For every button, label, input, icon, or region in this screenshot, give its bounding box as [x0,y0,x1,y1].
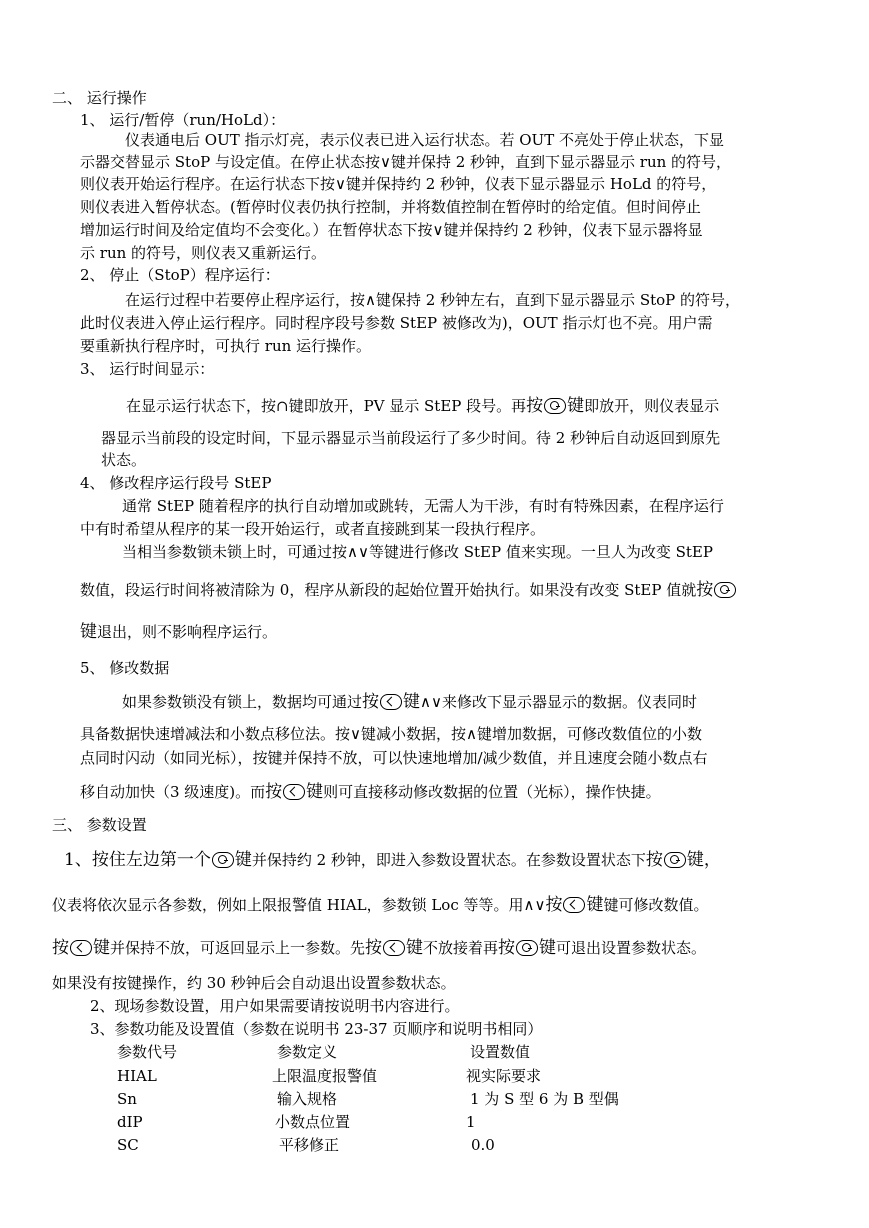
subheading-modify-step: 4、 修改程序运行段号 StEP [80,474,272,492]
text-segment: 即放开，则仪表显示 [584,397,720,415]
text-segment: 移自动加快（3 级速度)。而 [80,783,266,801]
loop-key-icon [212,852,234,868]
paragraph-line: 3、参数功能及设置值（参数在说明书 23-37 页顺序和说明书相同） [90,1020,543,1038]
loop-key-icon [714,582,736,598]
paragraph-line-with-key [52,895,708,915]
text-segment: 如果参数锁没有锁上，数据均可通过 [122,693,363,711]
table-cell: 1 为 S 型 6 为 B 型偶 [470,1090,619,1108]
paragraph-line: 示 run 的符号，则仪表又重新运行。 [80,244,327,262]
subheading-modify-data: 5、 修改数据 [80,659,170,677]
paragraph-line-with-key [80,622,277,642]
subheading-runtime-display: 3、 运行时间显示： [80,360,215,378]
text-segment: 按 [526,396,544,416]
text-segment: 按 [645,850,663,870]
paragraph-line-with-key [122,692,697,712]
table-cell: 0.0 [471,1136,495,1154]
table-cell: SC [117,1136,139,1154]
table-cell: dIP [117,1113,143,1131]
text-segment: 键 [80,622,97,642]
table-cell: 1 [466,1113,476,1131]
text-segment: 按 [265,782,283,802]
text-segment: 键 [586,895,604,915]
text-segment: 并保持约 2 秒钟，即进入参数设置状态。在参数设置状态下 [251,851,646,869]
paragraph-line: 如果没有按键操作，约 30 秒钟后会自动退出设置参数状态。 [52,974,456,992]
text-segment: 数值，段运行时间将被清除为 0，程序从新段的起始位置开始执行。如果没有改变 StEP 值就 [80,581,697,599]
text-segment: 并保持不放，可返回显示上一参数。先 [110,939,366,957]
paragraph-line-with-key [80,782,661,802]
paragraph-line: 则仪表进入暂停状态。(暂停时仪表仍执行控制，并将数值控制在暂停时的给定值。但时间停止 [80,198,701,216]
loop-key-icon [516,940,538,956]
text-segment: 键 [306,782,324,802]
table-header-value: 设置数值 [470,1043,531,1061]
table-cell: Sn [117,1090,137,1108]
paragraph-line: 要重新执行程序时，可执行 run 运行操作。 [80,337,372,355]
section-heading-parameters: 三、 参数设置 [52,816,147,834]
table-cell: 输入规格 [277,1090,338,1108]
paragraph-line: 2、现场参数设置，用户如果需要请按说明书内容进行。 [90,997,460,1015]
table-cell: 视实际要求 [466,1067,542,1085]
paragraph-line-with-key [52,938,706,958]
paragraph-line: 具备数据快速增减法和小数点移位法。按∨键减小数据，按∧键增加数据，可修改数值位的小数 [80,725,702,743]
text-segment: 按 [52,938,69,958]
subheading-stop: 2、 停止（StoP）程序运行： [80,266,280,284]
loop-key-icon [544,398,566,414]
paragraph-line: 在运行过程中若要停止程序运行，按∧键保持 2 秒钟左右，直到下显示器显示 StoP 的符号， [125,291,741,309]
text-segment: 键可修改数值。 [603,896,709,914]
text-segment: ∧∨来修改下显示器显示的数据。仪表同时 [420,693,697,711]
table-cell: HIAL [117,1067,157,1085]
paragraph-line: 状态。 [101,451,147,469]
text-segment: 按 [365,938,383,958]
text-segment: 键 [93,938,110,958]
text-segment: 键 [403,692,421,712]
text-segment: 按 [696,580,714,600]
paragraph-line: 点同时闪动（如同光标），按键并保持不放，可以快速地增加/减少数值，并且速度会随小数点右 [80,749,708,767]
text-segment: 不放接着再 [423,939,499,957]
text-segment: 键， [686,850,721,870]
table-cell: 平移修正 [279,1136,340,1154]
table-cell: 上限温度报警值 [272,1067,378,1085]
left-shift-key-icon [563,897,585,913]
table-header-code: 参数代号 [117,1043,178,1061]
text-segment: 键 [234,850,252,870]
text-segment: 退出，则不影响程序运行。 [97,623,278,641]
paragraph-line: 示器交替显示 StoP 与设定值。在停止状态按∨键并保持 2 秒钟，直到下显示器显示 run 的符号， [80,153,732,171]
left-shift-key-icon [70,940,92,956]
loop-key-icon [664,852,686,868]
text-segment: 可退出设置参数状态。 [556,939,707,957]
table-header-definition: 参数定义 [277,1043,338,1061]
text-segment: 键 [539,938,557,958]
paragraph-line: 此时仪表进入停止运行程序。同时程序段号参数 StEP 被修改为)，OUT 指示灯也不亮。用户需 [80,314,713,332]
text-segment: 按 [545,895,563,915]
text-segment: 则可直接移动修改数据的位置（光标），操作快捷。 [323,783,661,801]
subheading-run-hold: 1、 运行/暂停（run/HoLd）： [80,111,286,129]
paragraph-line: 通常 StEP 随着程序的执行自动增加或跳转，无需人为干涉，有时有特殊因素，在程序运行 [122,497,724,515]
paragraph-line: 仪表通电后 OUT 指示灯亮，表示仪表已进入运行状态。若 OUT 不亮处于停止状态，下显 [125,131,724,149]
paragraph-line: 中有时希望从程序的某一段开始运行，或者直接跳到某一段执行程序。 [80,520,546,538]
left-shift-key-icon [383,940,405,956]
text-segment: 键 [567,396,585,416]
paragraph-line: 则仪表开始运行程序。在运行状态下按∨键并保持约 2 秒钟，仪表下显示器显示 HoLd 的符号， [80,175,717,193]
paragraph-line-with-key [80,580,737,600]
paragraph-line: 当相当参数锁未锁上时，可通过按∧∨等键进行修改 StEP 值来实现。一旦人为改变 StEP [122,543,713,561]
left-shift-key-icon [380,694,402,710]
text-segment: 键 [406,938,424,958]
section-heading-operation: 二、 运行操作 [52,89,147,107]
text-segment: 按 [498,938,516,958]
paragraph-line-with-key [64,850,721,870]
text-segment: 按 [362,692,380,712]
paragraph-line-with-key [126,396,719,416]
text-segment: 1、按住左边第一个 [64,850,211,870]
paragraph-line: 器显示当前段的设定时间，下显示器显示当前段运行了多少时间。待 2 秒钟后自动返回到原先 [101,429,721,447]
paragraph-line: 增加运行时间及给定值均不会变化。）在暂停状态下按∨键并保持约 2 秒钟，仪表下显示器将显 [80,221,703,239]
text-segment: 仪表将依次显示各参数，例如上限报警值 HIAL，参数锁 Loc 等等。用∧∨ [52,896,546,914]
left-shift-key-icon [283,784,305,800]
table-cell: 小数点位置 [275,1113,351,1131]
text-segment: 在显示运行状态下，按∩键即放开，PV 显示 StEP 段号。再 [126,397,527,415]
